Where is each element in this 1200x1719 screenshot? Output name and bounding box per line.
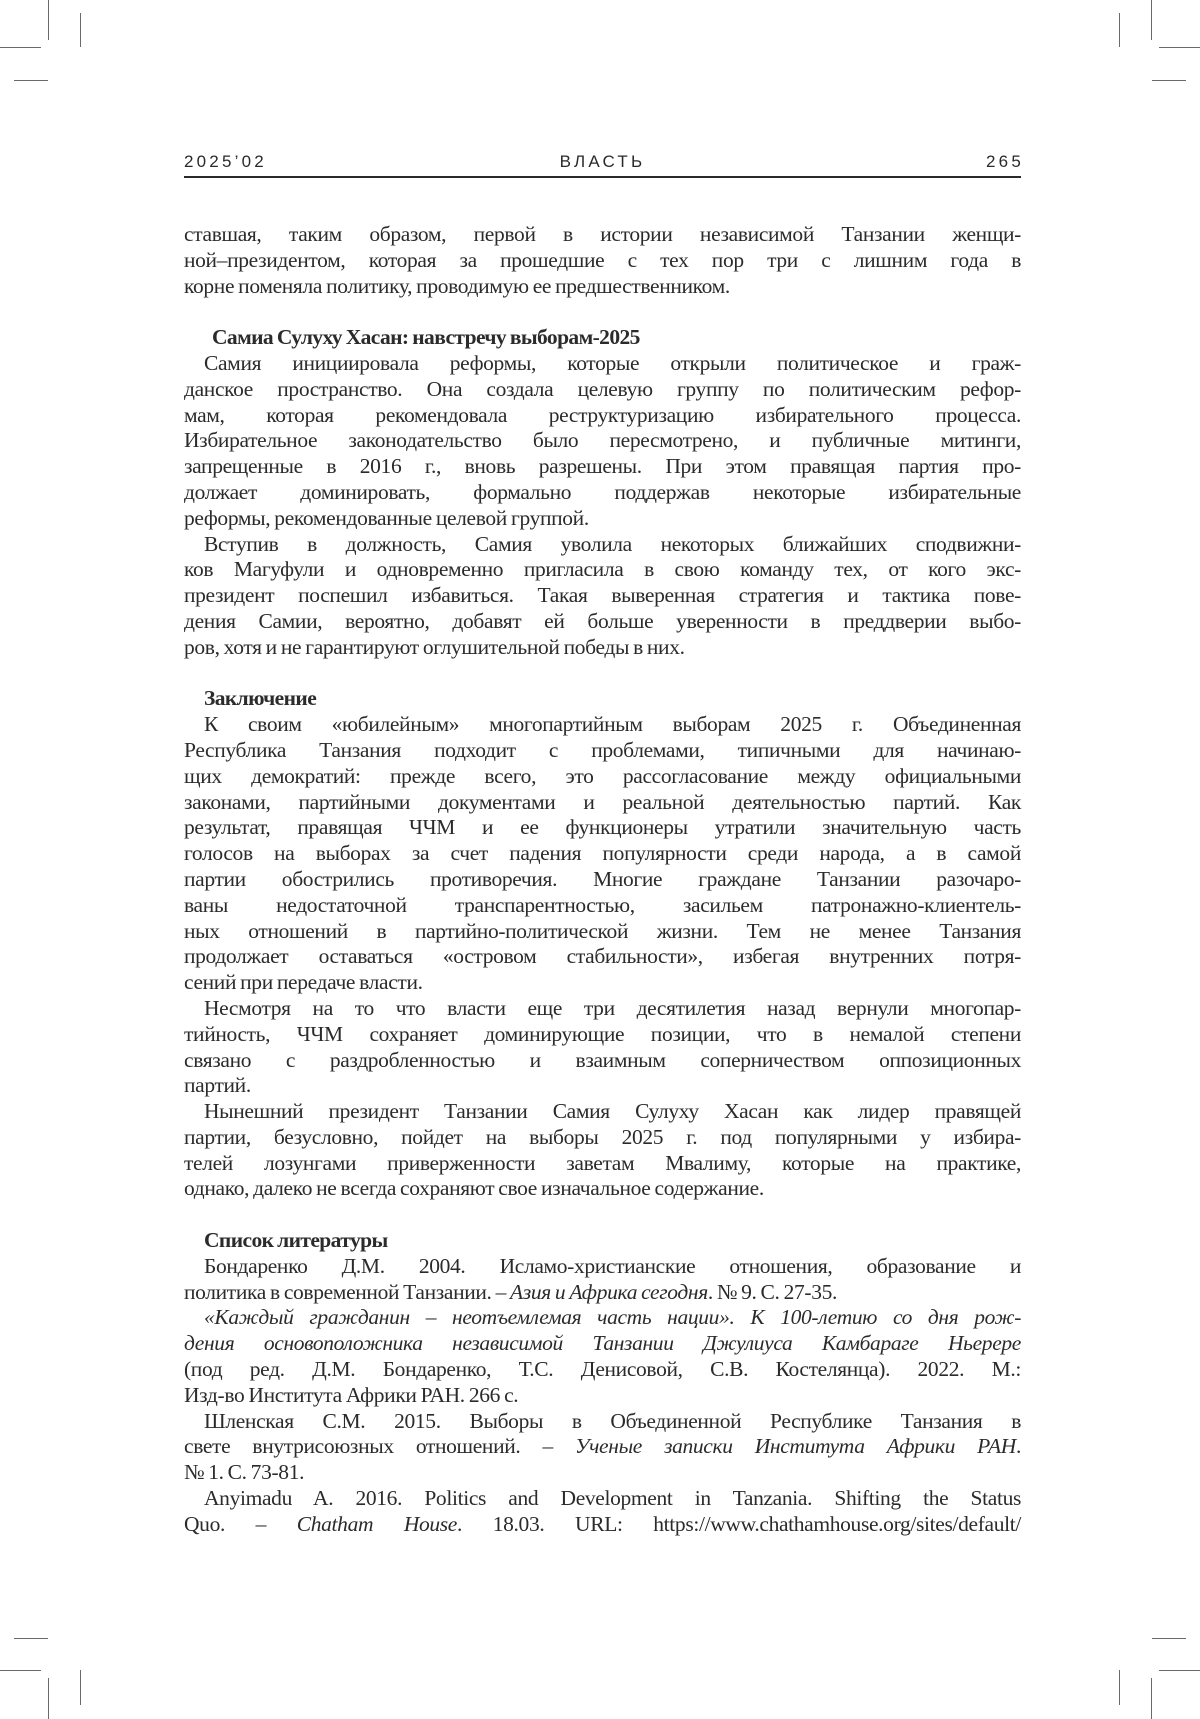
paragraph — [184, 532, 1021, 661]
section-title: ВЛАСТЬ — [559, 152, 646, 171]
text-line: запрещенные в 2016 г., вновь разрешены. При этом правящая партия про- — [184, 454, 1021, 479]
article-body — [184, 222, 1021, 1538]
journal-title: Chatham House — [296, 1511, 458, 1536]
text-line: Изд-во Института Африки РАН. 266 с. — [184, 1382, 519, 1407]
text-line: Республика Танзания подходит с проблемами, типичными для начинаю- — [184, 737, 1021, 762]
crop-mark — [14, 80, 48, 81]
text-line — [184, 1305, 1021, 1331]
text-line: голосов на выборах за счет падения популярности среди народа, а в самой — [184, 841, 1021, 866]
text-line: ров, хотя и не гарантируют оглушительной победы в них. — [184, 634, 685, 659]
paragraph — [184, 712, 1021, 996]
text-line: партий. — [184, 1073, 251, 1098]
text-line: ной–президентом, которая за прошедшие с тех пор три с лишним года в — [184, 247, 1021, 272]
crop-mark — [1152, 1638, 1186, 1639]
reference-entry — [184, 1305, 1021, 1408]
paragraph — [184, 1099, 1021, 1202]
text-line: сений при передаче власти. — [184, 970, 423, 995]
ref-text: . № 9. С. 27-35. — [707, 1279, 838, 1304]
text-line: ставшая, таким образом, первой в истории независимой Танзании женщи- — [184, 222, 1021, 246]
book-title: «Каждый гражданин – неотъемлемая часть нации». К 100-летию со дня рож- — [204, 1305, 1021, 1330]
text-line: тийность, ЧЧМ сохраняет доминирующие позиции, что в немалой степени — [184, 1021, 1021, 1046]
crop-mark — [1152, 80, 1186, 81]
spacer — [184, 1202, 1021, 1228]
text-line — [184, 1512, 1021, 1538]
text-line: законами, партийными документами и реальной деятельностью партий. Как — [184, 789, 1021, 814]
text-line: однако, далеко не всегда сохраняют свое изначальное содержание. — [184, 1176, 764, 1201]
crop-mark — [1159, 1670, 1200, 1671]
paragraph — [184, 351, 1021, 532]
text-line: щих демократий: прежде всего, это рассогласование между официальными — [184, 763, 1021, 788]
header-rule — [184, 176, 1021, 178]
running-head — [184, 150, 1024, 174]
text-line: результат, правящая ЧЧМ и ее функционеры утратили значительную часть — [184, 815, 1021, 840]
text-line: мам, которая рекомендовала реструктуризацию избирательного процесса. — [184, 402, 1021, 427]
text-line: продолжает оставаться «островом стабильности», избегая внутренних потря- — [184, 944, 1021, 969]
section-heading: Самиа Сулуху Хасан: навстречу выборам-2025 — [212, 325, 640, 350]
crop-mark — [48, 0, 49, 40]
journal-title: Ученые записки Института Африки РАН — [575, 1434, 1016, 1459]
crop-mark — [80, 1670, 81, 1705]
issue-number: 2025’02 — [184, 152, 267, 171]
text-line: Нынешний президент Танзании Самия Сулуху Хасан как лидер правящей — [204, 1099, 1021, 1124]
text-line: президент поспешил избавиться. Такая выверенная стратегия и тактика пове- — [184, 583, 1021, 608]
crop-mark — [1151, 1678, 1152, 1719]
crop-mark — [14, 1638, 48, 1639]
text-line: связано с раздробленностью и взаимным соперничеством оппозиционных — [184, 1047, 1021, 1072]
ref-text: политика в современной Танзании. – — [184, 1279, 511, 1304]
text-line: дения Самии, вероятно, добавят ей больше уверенности в преддверии выбо- — [184, 608, 1021, 633]
reference-entry — [184, 1254, 1021, 1306]
text-line: ваны недостаточной транспарентностью, засильем патронажно-клиентель- — [184, 892, 1021, 917]
text-line: Несмотря на то что власти еще три десятилетия назад вернули многопар- — [204, 995, 1021, 1020]
text-line: телей лозунгами приверженности заветам Мвалиму, которые на практике, — [184, 1150, 1021, 1175]
text-line: ков Магуфули и одновременно пригласила в свою команду тех, от кого экс- — [184, 557, 1021, 582]
ref-url[interactable]: . 18.03. URL: https://www.chathamhouse.org/sites/default/ — [457, 1511, 1021, 1536]
text-line: должает доминировать, формально поддержав некоторые избирательные — [184, 479, 1021, 504]
ref-text: . — [1015, 1434, 1021, 1459]
text-line: Anyimadu A. 2016. Politics and Development in Tanzania. Shifting the Status — [204, 1486, 1021, 1511]
book-title: дения основоположника независимой Танзании Джулиуса Камбараге Ньерере — [184, 1331, 1021, 1356]
crop-mark — [1159, 47, 1200, 48]
crop-mark — [1151, 0, 1152, 40]
page-number: 265 — [986, 152, 1024, 171]
text-line — [184, 1331, 1021, 1357]
reference-entry — [184, 1486, 1021, 1538]
journal-title: Азия и Африка сегодня — [510, 1279, 708, 1304]
text-line: (под ред. Д.М. Бондаренко, Т.С. Денисовой, С.В. Костелянца). 2022. М.: — [184, 1357, 1021, 1382]
paragraph — [184, 996, 1021, 1099]
crop-mark — [1119, 13, 1120, 47]
text-line: Избирательное законодательство было пересмотрено, и публичные митинги, — [184, 428, 1021, 453]
text-line: Самия инициировала реформы, которые открыли политическое и граж- — [204, 350, 1021, 375]
crop-mark — [1119, 1670, 1120, 1705]
text-line: Бондаренко Д.М. 2004. Исламо-христианские отношения, образование и — [204, 1253, 1021, 1278]
text-line: корне поменяла политику, проводимую ее предшественником. — [184, 273, 730, 298]
ref-text: Quo. – — [184, 1511, 297, 1536]
text-line: К своим «юбилейным» многопартийным выборам 2025 г. Объединенная — [204, 712, 1021, 737]
text-line: данское пространство. Она создала целевую группу по политическим рефор- — [184, 376, 1021, 401]
crop-mark — [0, 1670, 41, 1671]
spacer — [184, 299, 1021, 325]
section-heading: Заключение — [204, 686, 317, 711]
text-line: Шленская С.М. 2015. Выборы в Объединенной Республике Танзания в — [204, 1408, 1021, 1433]
reference-entry — [184, 1409, 1021, 1486]
text-line: партии обострились противоречия. Многие граждане Танзании разочаро- — [184, 866, 1021, 891]
text-line — [184, 1434, 1021, 1460]
intro-paragraph — [184, 222, 1021, 299]
text-line: реформы, рекомендованные целевой группой. — [184, 505, 589, 530]
text-line: партии, безусловно, пойдет на выборы 2025 г. под популярными у избира- — [184, 1124, 1021, 1149]
text-line — [184, 1280, 1021, 1306]
crop-mark — [80, 13, 81, 47]
crop-mark — [0, 47, 41, 48]
crop-mark — [48, 1678, 49, 1719]
references-heading: Список литературы — [204, 1228, 388, 1253]
text-line: № 1. С. 73-81. — [184, 1460, 305, 1485]
text-line: ных отношений в партийно-политической жизни. Тем не менее Танзания — [184, 918, 1021, 943]
text-line: Вступив в должность, Самия уволила некоторых ближайших сподвижни- — [204, 531, 1021, 556]
spacer — [184, 661, 1021, 687]
ref-text: свете внутрисоюзных отношений. – — [184, 1434, 576, 1459]
